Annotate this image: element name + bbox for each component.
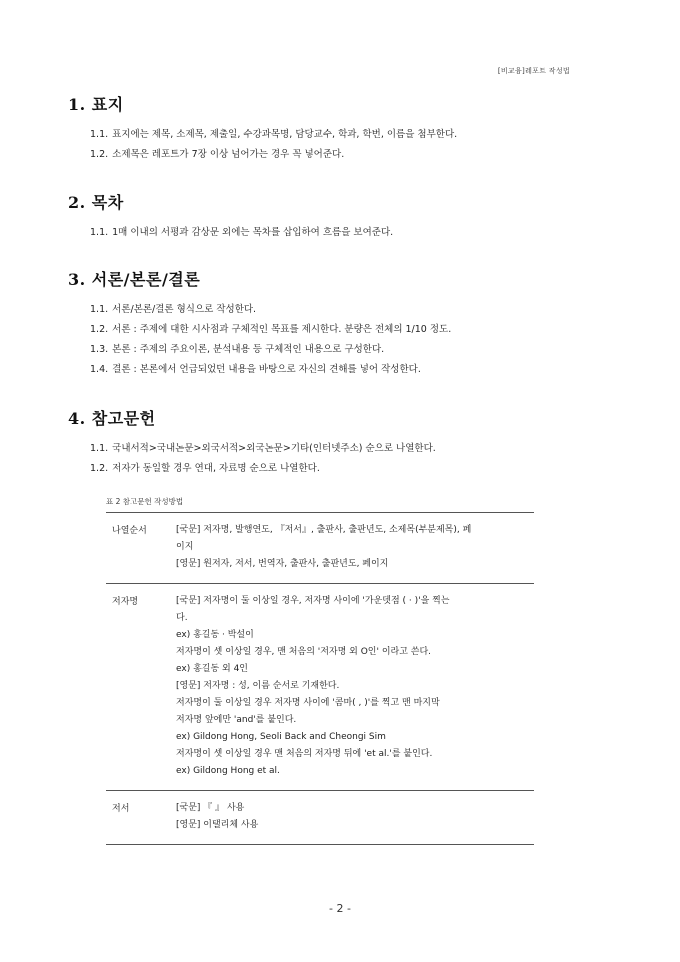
list-item: 1.2. 소제목은 레포트가 7장 이상 넘어가는 경우 꼭 넣어준다. xyxy=(90,149,345,160)
list-item: 1.1. 1매 이내의 서평과 감상문 외에는 목차를 삽입하여 흐름을 보여준다. xyxy=(90,227,394,238)
row-value: [국문] 『 』 사용 [영문] 이탤리체 사용 xyxy=(176,803,259,830)
table-row xyxy=(106,513,534,584)
running-header: [비교융]레포트 작성법 xyxy=(497,67,570,75)
table-row xyxy=(106,584,534,791)
list-item: 1.1. 국내서적>국내논문>외국서적>외국논문>기타(인터넷주소) 순으로 나열한다. xyxy=(90,443,436,454)
list-item: 1.1. 서론/본론/결론 형식으로 작성한다. xyxy=(90,304,257,315)
reference-format-table xyxy=(106,512,534,845)
page-number: - 2 - xyxy=(329,902,351,915)
section-references xyxy=(68,406,588,479)
list-item: 1.2. 서론 : 주제에 대한 시사점과 구체적인 목표를 제시한다. 분량은 전체의 1/10 정도. xyxy=(90,324,452,335)
table-row xyxy=(106,791,534,845)
section-title: 3. 서론/본론/결론 xyxy=(68,270,201,289)
row-key: 저서 xyxy=(112,804,130,814)
section-cover xyxy=(68,92,588,165)
section-toc xyxy=(68,190,588,243)
section-title: 1. 표지 xyxy=(68,95,124,114)
list-item: 1.4. 결론 : 본론에서 언급되었던 내용을 바탕으로 자신의 견해를 넣어 작성한다. xyxy=(90,364,421,375)
table-caption: 표 2 참고문헌 작성방법 xyxy=(106,497,184,506)
row-key: 저자명 xyxy=(112,597,139,607)
list-item: 1.2. 저자가 동일할 경우 연대, 자료명 순으로 나열한다. xyxy=(90,463,320,474)
list-item: 1.1. 표지에는 제목, 소제목, 제출일, 수강과목명, 담당교수, 학과, 학번, 이름을 첨부한다. xyxy=(90,129,458,140)
row-value: [국문] 저자명, 발행연도, 『저서』, 출판사, 출판년도, 소제목(부분제목), 페 이지 [영문] 원저자, 저서, 번역자, 출판사, 출판년도, 페이지 xyxy=(176,525,472,569)
section-title: 2. 목차 xyxy=(68,193,124,212)
section-body-structure xyxy=(68,267,588,380)
section-title: 4. 참고문헌 xyxy=(68,409,156,428)
row-key: 나열순서 xyxy=(112,526,147,536)
list-item: 1.3. 본론 : 주제의 주요이론, 분석내용 등 구체적인 내용으로 구성한다. xyxy=(90,344,385,355)
row-value: [국문] 저자명이 둘 이상일 경우, 저자명 사이에 '가운뎃점 ( · )'을 찍는 다. ex) 홍길동 · 박설이 저자명이 셋 이상일 경우, 맨 처음의 '저자명 외 O인' 이라고 쓴다. ex) 홍길동 외 4인 [영문] 저자명 : 성, 이름 순서로 기재한다. 저자명이 둘 이상일 경우 저자명 사이에 '콤마( , )'를 찍고 맨 마지막 저자명 앞에만 'and'를 붙인다. ex) Gildong Hong, Seoli Back and Cheongi Sim 저자명이 셋 이상일 경우 맨 처음의 저자명 뒤에 'et al.'를 붙인다. ex) Gildong Hong et al. xyxy=(176,596,450,776)
